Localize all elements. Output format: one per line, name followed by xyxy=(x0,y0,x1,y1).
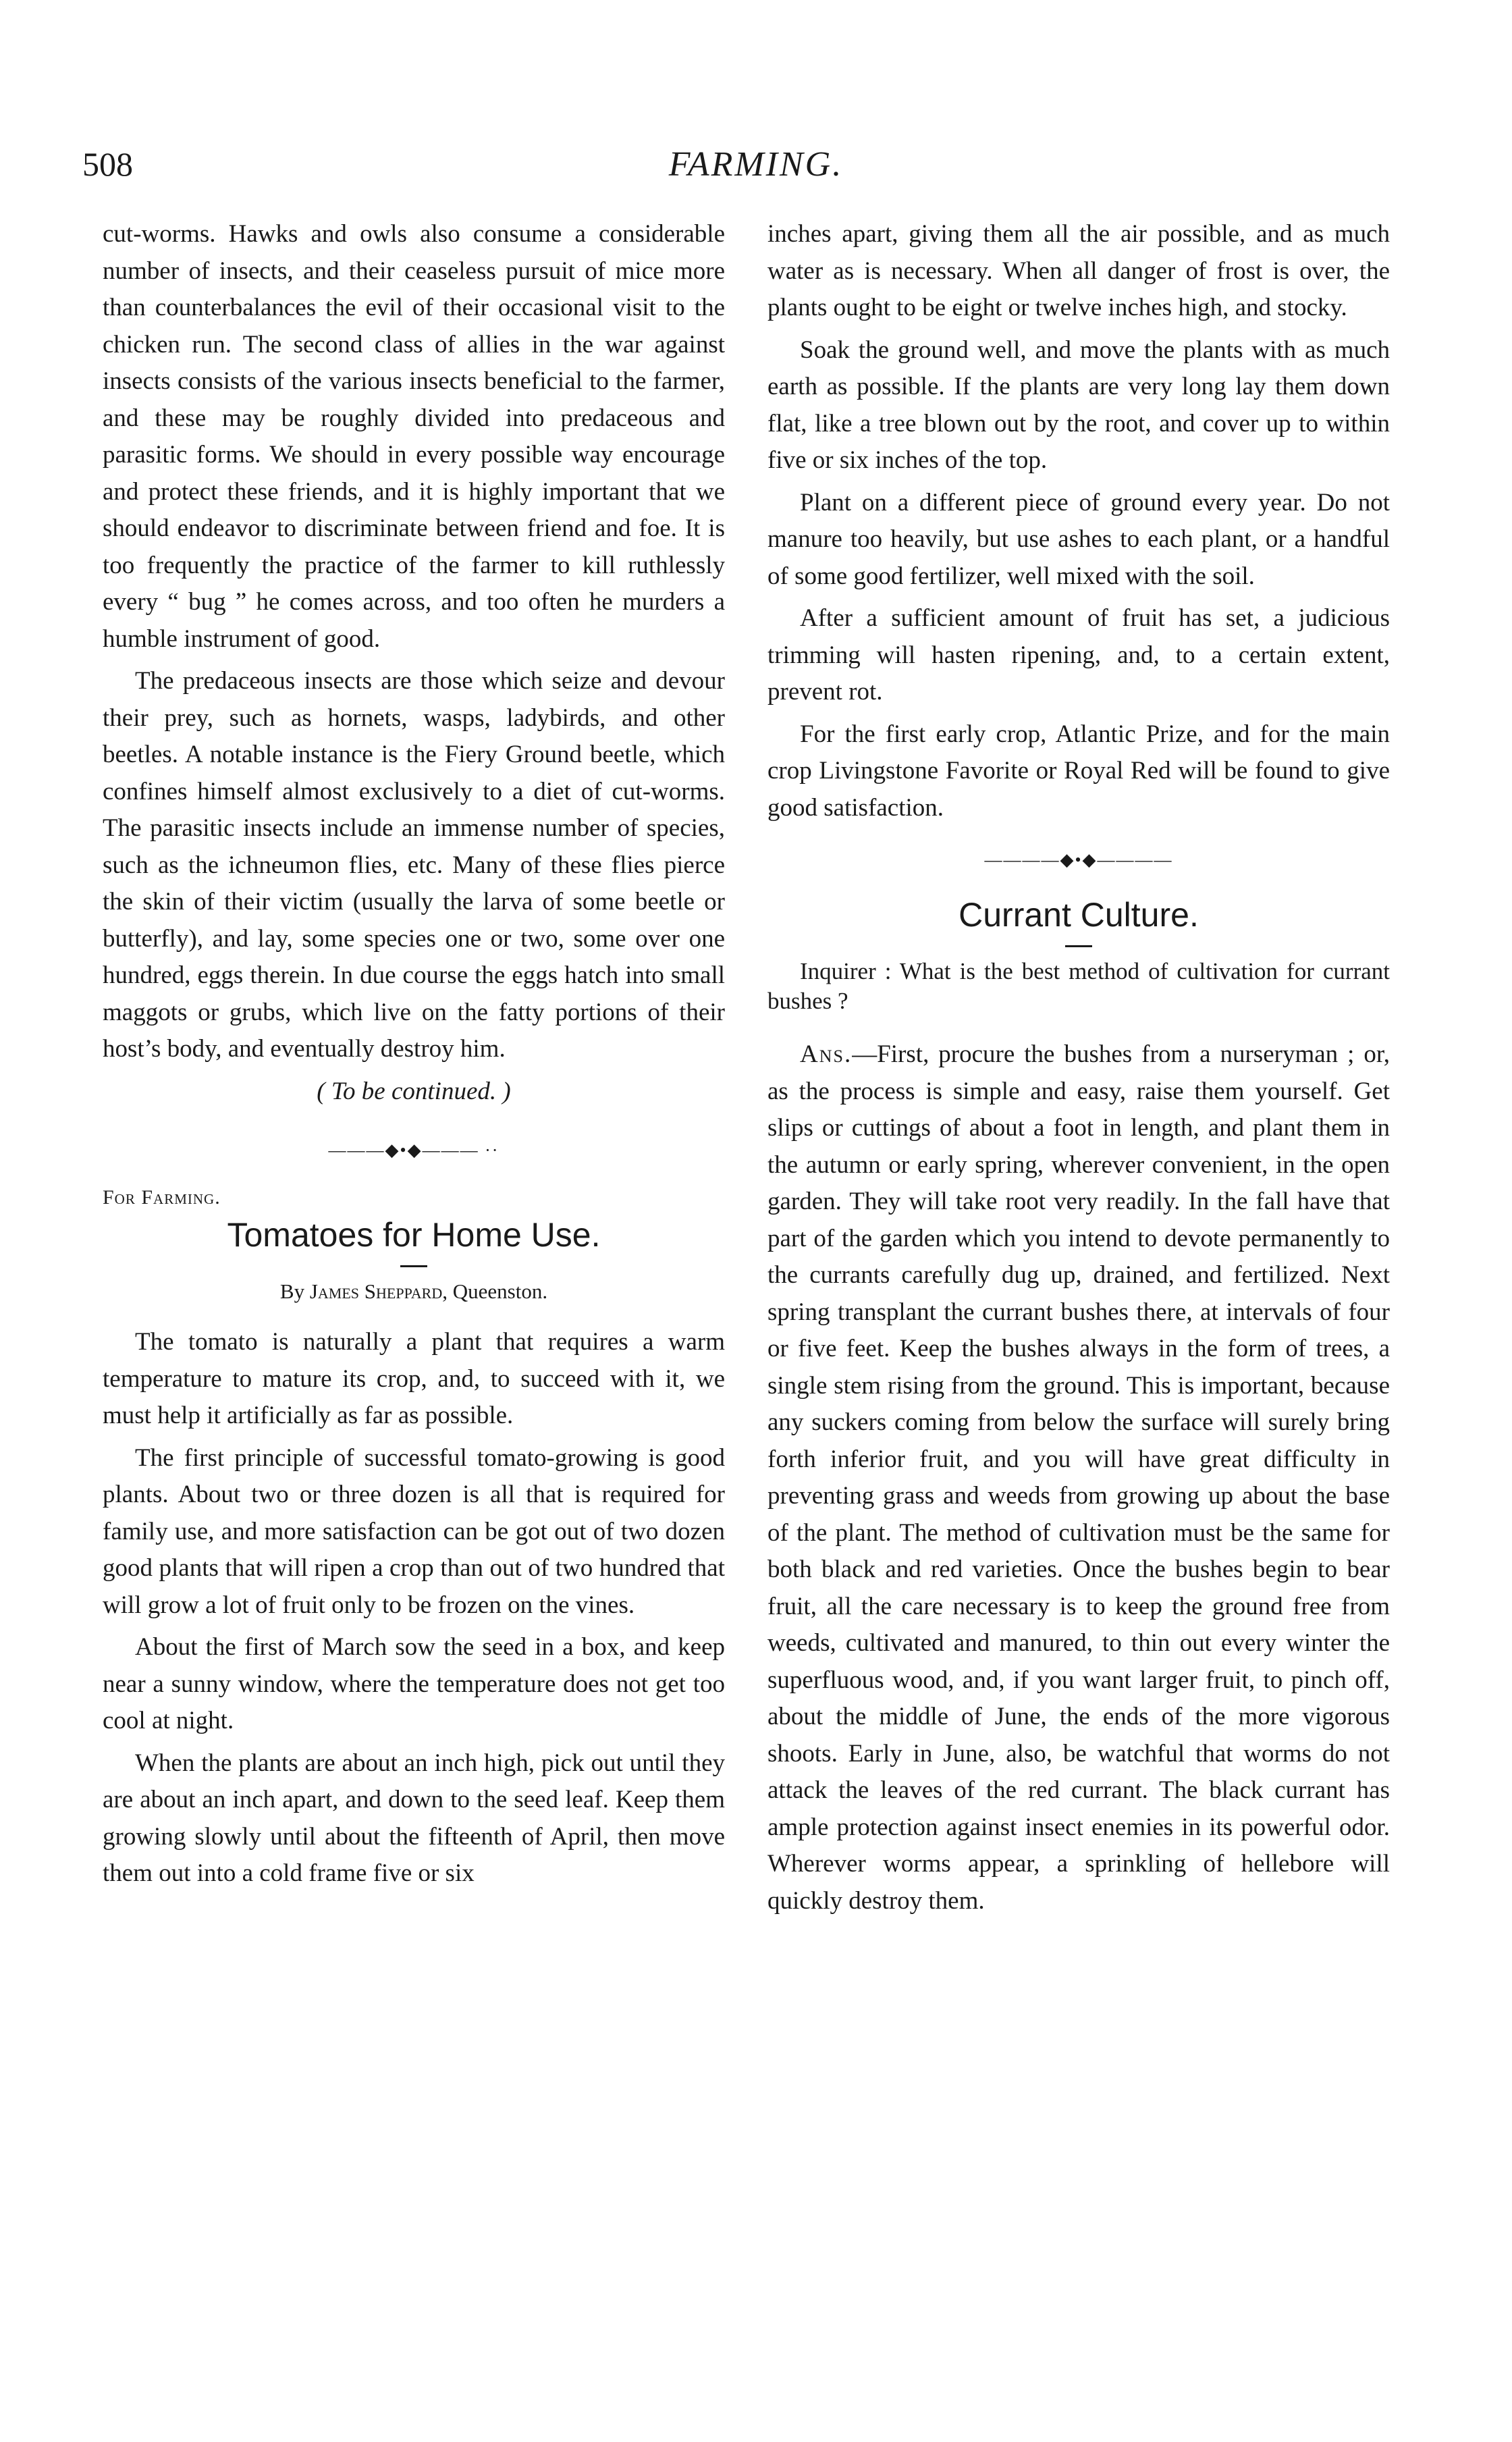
paragraph: When the plants are about an inch high, pick out until they are about an inch apart, and down to the seed leaf. Keep them growing slowly until about the fifteenth of April, then move them out into a cold frame five or six xyxy=(103,1749,725,1887)
right-column xyxy=(767,216,1390,1925)
answer-text: —First, procure the bushes from a nurseryman ; or, as the process is simple and easy, raise them yourself. Get slips or cuttings of about a foot in length, and plant them in the autumn or early spring, wherever convenient, in the open garden. They will take root very readily. In the fall have that part of the garden which you intend to devote permanently to the currants carefully dug up, drained, and fertilized. Next spring transplant the currant bushes there, at intervals of four or five feet. Keep the bushes always in the form of trees, a single stem rising from the ground. This is important, because any suckers coming from below the surface will surely bring forth inferior fruit, and you will have great difficulty in preventing grass and weeds from growing up about the base of the plant. The method of cultivation must be the same for both black and red varieties. Once the bushes begin to bear fruit, all the care necessary is to keep the ground free from weeds, cultivated and manured, to thin out every winter the superfluous wood, and, if you want larger fruit, to pinch off, about the middle of June, the ends of the more vigorous shoots. Early in June, also, be watchful that worms do not attack the leaves of the red currant. The black currant has ample protection against insect enemies in its powerful odor. Wherever worms appear, a sprinkling of hellebore will quickly destroy them. xyxy=(767,1040,1390,1915)
paragraph: Soak the ground well, and move the plants with as much earth as possible. If the plants are very long lay them down flat, like a tree blown out by the root, and cover up to within five or six inches of the top. xyxy=(767,336,1390,474)
title-rule xyxy=(1065,945,1092,947)
paragraph: inches apart, giving them all the air possible, and as much water as is necessary. When all danger of frost is over, the plants ought to be eight or twelve inches high, and stocky. xyxy=(767,220,1390,321)
paragraph: cut-worms. Hawks and owls also consume a considerable number of insects, and their ceaseless pursuit of mice more than counterbalances the evil of their occasional visit to the chicken run. The second class of allies in the war against insects consists of the various insects beneficial to the farmer, and these may be roughly divided into predaceous and parasitic forms. We should in every possible way encourage and protect these friends, and it is highly important that we should endeavor to discriminate between friend and foe. It is too frequently the practice of the farmer to kill ruthlessly every “ bug ” he comes across, and too often he murders a humble instrument of good. xyxy=(103,220,725,653)
paragraph: After a sufficient amount of fruit has set, a judicious trimming will hasten ripening, and, to a certain extent, prevent rot. xyxy=(767,604,1390,706)
paragraph: About the first of March sow the seed in a box, and keep near a sunny window, where the temperature does not get too cool at night. xyxy=(103,1633,725,1734)
article-title: Currant Culture. xyxy=(959,896,1199,934)
answer-paragraph xyxy=(767,1036,1390,1919)
paragraph: Plant on a different piece of ground every year. Do not manure too heavily, but use ashes to each plant, or a handful of some good fertilizer, well mixed with the soil. xyxy=(767,488,1390,590)
byline-prefix: By xyxy=(279,1279,310,1303)
byline xyxy=(103,1277,725,1306)
byline-author: James Sheppard xyxy=(309,1279,443,1303)
paragraph: The first principle of successful tomato-growing is good plants. About two or three dozen is all that is required for family use, and more satisfaction can be got out of two dozen good plants that will ripen a crop than out of two hundred that will grow a lot of fruit only to be frozen on the vines. xyxy=(103,1443,725,1619)
continued-note: ( To be continued. ) xyxy=(317,1077,511,1105)
left-column xyxy=(103,216,725,1898)
source-label: For Farming. xyxy=(103,1186,221,1209)
inquirer-question: Inquirer : What is the best method of cultivation for currant bushes ? xyxy=(767,958,1390,1014)
title-rule xyxy=(400,1265,427,1267)
byline-place: , Queenston. xyxy=(442,1279,548,1303)
paragraph: For the first early crop, Atlantic Prize, and for the main crop Livingstone Favorite or Royal Red will be found to give good satisfaction. xyxy=(767,720,1390,822)
paragraph: The tomato is naturally a plant that requires a warm temperature to mature its crop, and, to succeed with it, we must help it artificially as far as possible. xyxy=(103,1328,725,1429)
running-title: FARMING. xyxy=(668,145,844,184)
ornamental-divider: ———◆•◆——— ·· xyxy=(328,1140,500,1160)
ornamental-divider: ————◆•◆———— xyxy=(984,850,1173,870)
paragraph: The predaceous insects are those which seize and devour their prey, such as hornets, wasps, ladybirds, and other beetles. A notable instance is the Fiery Ground beetle, which confines himself almost exclusively to a diet of cut-worms. The parasitic insects include an immense number of species, such as the ichneumon flies, etc. Many of these flies pierce the skin of their victim (usually the larva of some beetle or butterfly), and lay, some species one or two, some over one hundred, eggs therein. In due course the eggs hatch into small maggots or grubs, which live on the fatty portions of their host’s body, and eventually destroy him. xyxy=(103,667,725,1063)
article-title: Tomatoes for Home Use. xyxy=(227,1216,601,1254)
page-number: 508 xyxy=(82,145,133,183)
answer-label: Ans. xyxy=(800,1040,853,1068)
